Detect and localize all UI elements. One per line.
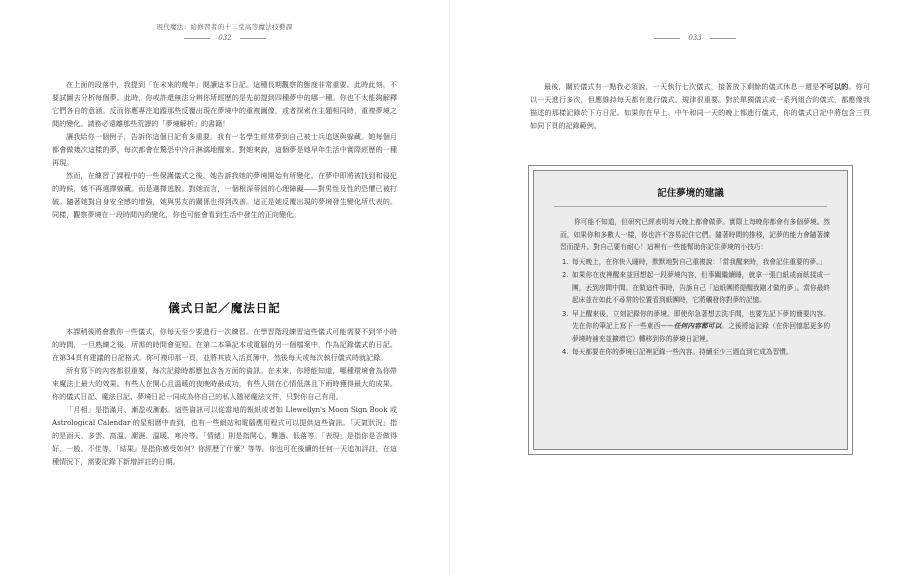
dream-journal-text xyxy=(52,78,397,221)
tip-text: 。之後將這記錄（在你回憶起更多的夢境時補充並擴增它）轉移到你的夢境日記裡。 xyxy=(572,322,831,343)
paragraph-text: 。你可以一天進行多次，但應維持每天都有進行儀式。規律很重要。對於單獨儀式或一系列組合的儀式，都應像我描述的那樣記錄於下方日記。如果你在早上、中午和同一天的晚上都進行儀式，你的儀式日記中將包含三頁如同下頁的記錄範例。 xyxy=(530,82,871,130)
tip-text: 早上醒來後，立刻記錄你的夢境。即使你急著想去洗手間，也要先記下夢的簡要內容。先在你的筆記上寫下一些東西—— xyxy=(572,309,830,330)
section-title: 儀式日記／魔法日記 xyxy=(168,301,281,315)
tip-list xyxy=(560,256,830,359)
tip-item xyxy=(560,346,830,359)
page-number-left xyxy=(180,34,270,42)
ritual-journal-text xyxy=(52,325,397,468)
tip-number: 3. xyxy=(562,309,569,318)
emphasis-text: 不可以的 xyxy=(819,82,849,91)
tip-box-title: 記住夢境的建議 xyxy=(657,188,724,199)
tip-text: 每天都要在你的夢境日記裡記錄一些內容。持續至少三週直到它成為習慣。 xyxy=(572,348,793,356)
folio-rule xyxy=(184,38,210,39)
tip-box-divider xyxy=(554,206,827,207)
paragraph: 「月相」是指滿月、漸盈或漸虧。這些資訊可以從當地的報紙或者如 Llewellyn's Moon Sign Book 或 Astrological Calendar 的星相曆中查到，也有一些網站和電腦應用程式可以提供這些資訊。「天氣狀況」指的是雨天、多雲、高溫、潮濕、溫暖、寒冷等。「情緒」則是指開心、難過、低落等。「表現」是指你是否做得好、一般、不佳等。「結果」是指你感受如何？你經歷了什麼？等等。你也可在後續的任何一天追加評註，在這種情況下，需要記錄下新增評註的日期。 xyxy=(52,405,397,466)
paragraph: 然而，在練習了課程中的一些保護儀式之後，她告訴我她的夢境開始有所變化。在夢中即將被找到和侵犯的時候，她不再選擇躲藏。而是選擇逃脫。對她而言，一個根深蒂固的心理障礙——對男性及性的恐懼已被打破。隨著她對自身安全感的增強，她與男友的關係也得到改善。這正是她反覆出現的夢境發生變化所代表的。同樣，觀察夢境在一段時間內的變化，你也可能會看到生活中發生的正向變化。 xyxy=(52,171,397,219)
folio-rule xyxy=(710,38,736,39)
tip-item xyxy=(560,269,830,307)
page-number-text: 033 xyxy=(688,34,702,42)
folio-rule xyxy=(654,38,680,39)
tip-number: 1. xyxy=(562,257,569,266)
tip-number: 2. xyxy=(562,271,569,279)
ritual-frequency-text xyxy=(530,80,870,132)
running-head: 現代魔法：給修習者的十二堂高等魔法技藝課 xyxy=(156,23,293,31)
paragraph: 讓我給你一個例子，告訴你這個日記有多重要。我有一名學生經常夢到自己被士兵追逐與躲藏。她每個月都會做幾次這樣的夢，每次都會在驚恐中冷汗淋漓地醒來。對她來說，這個夢是她早年生活中實際經歷的一種再現。 xyxy=(52,132,397,167)
paragraph: 本課稍後將會教你一些儀式，你每天至少要進行一次練習。在學習階段練習這些儀式可能需要不到半小時的時間，一旦熟練之後，所需的時間會更短。在第二本筆記本或電腦的另一個檔案中，作為記錄儀式的日記。在第34頁有建議的日記格式。你可複印那一頁，並將其放入活頁簿中，然後每天或每次執行儀式時就記錄。 xyxy=(52,327,397,362)
tip-number: 4. xyxy=(562,348,569,356)
tip-box-inner xyxy=(533,170,848,450)
paragraph: 所有寫下的內容都很重要，每次記錄時都應包含各方面的資訊。在未來，你將能知道，哪種環境會為你帶來魔法上最大的效果。有些人在開心且溫暖的夜晚時最成功，有些人則在心情低落且下雨時獲得最大的成果。你的儀式日記、魔法日記、夢境日記一同成為你自己的私人隱祕魔法文件，只對你自己有用。 xyxy=(52,366,397,401)
tip-box-content xyxy=(560,216,830,360)
dream-tips-box xyxy=(528,165,853,455)
folio-rule xyxy=(240,38,266,39)
paragraph xyxy=(530,80,870,132)
tip-text: 每天晚上，在你快入睡時，默默地對自己重複說：「當我醒來時，我會記住重要的夢。」 xyxy=(572,257,827,266)
tip-emphasis: 任何內容都可以 xyxy=(673,322,722,330)
paragraph-text: 最後，關於儀式有一點我必須說，一天執行七次儀式，接著放下剩餘的儀式休息一週是 xyxy=(544,82,820,91)
paragraph: 在上面的段落中，我提到「在未來的幾年」閱讀這本日記。這種長期觀察的態度非常重要。此時此刻，不要試圖去分析每個夢。此時，你或許還無法分辨你所經歷的是先前提到四種夢中的哪一種。你也不太能夠解釋它們各自的意涵。反而你應專注追蹤那些反覆出現在夢境中的重複圖像，或者探索在主題相同時，重複夢境之間的變化。請務必遠離那些荒謬的「夢境解析」的書籍！ xyxy=(52,80,397,128)
tip-text: 如果你在夜裡醒來並回想起一段夢境內容，但事關繼續睡，就拿一張白紙或面紙揉成一團，丟到房間中間。在做這件事時，告訴自己「這紙團將提醒我剛才做的夢」。當你最終起床並在如此不尋常的位置看到紙團時，它將觸發你對夢的記憶。 xyxy=(572,271,830,304)
tip-item xyxy=(560,256,830,269)
tip-item xyxy=(560,308,830,346)
page-number-right xyxy=(650,34,740,42)
tip-intro: 你可能不知道，但研究已經表明每天晚上都會做夢。實際上每晚你都會有多個夢境。然而，如果你和多數人一樣，你也許不容易記住它們。隨著時間的推移，記夢的能力會隨著練習而提升。對自己要有耐心！這裡有一些能幫助你記住夢境的小技巧： xyxy=(560,218,830,251)
page-number-text: 032 xyxy=(218,34,232,42)
